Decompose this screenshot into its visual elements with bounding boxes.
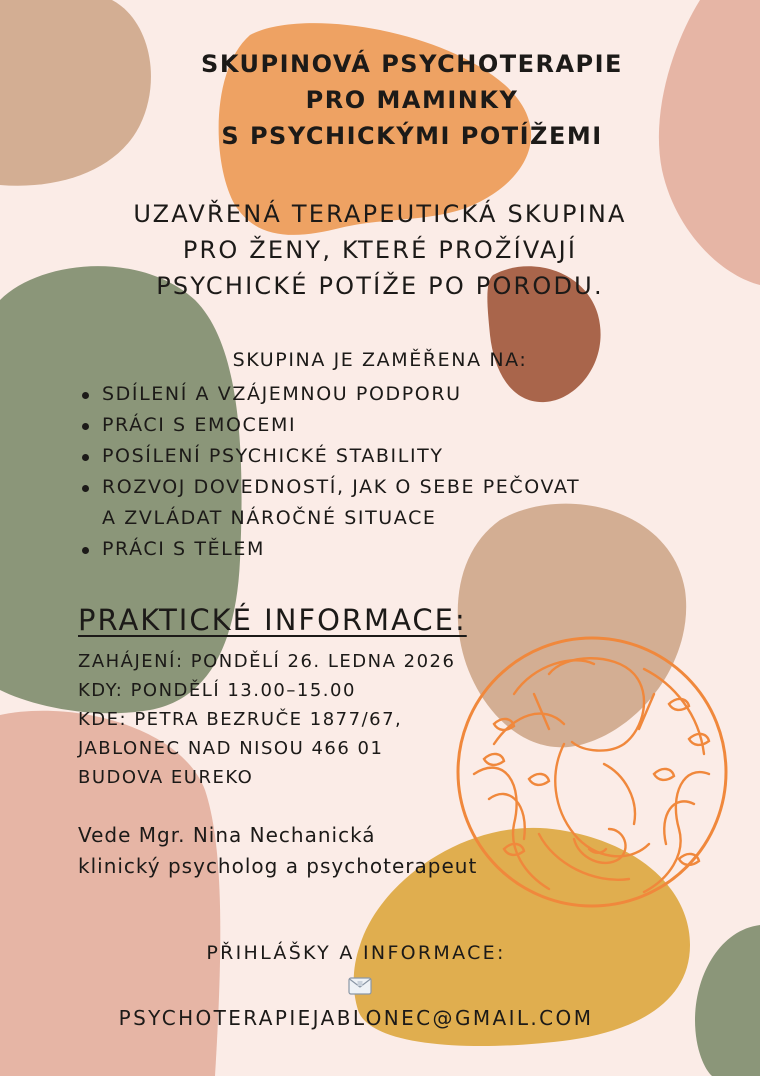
info-start: ZAHÁJENÍ: PONDĚLÍ 26. LEDNA 2026 — [78, 651, 456, 672]
leader-name: Vede Mgr. Nina Nechanická — [78, 823, 376, 847]
subtitle-line-2: PRO ŽENY, KTERÉ PROŽÍVAJÍ — [182, 236, 578, 264]
list-item: PRÁCI S EMOCEMI — [78, 410, 580, 441]
poster-title — [0, 46, 760, 154]
signup-heading: PŘIHLÁŠKY A INFORMACE: — [206, 942, 506, 964]
info-building: BUDOVA EUREKO — [78, 767, 254, 788]
title-line-3: S PSYCHICKÝMI POTÍŽEMI — [221, 122, 603, 150]
focus-list — [78, 379, 580, 565]
subtitle-line-3: PSYCHICKÉ POTÍŽE PO PORODU. — [156, 272, 604, 300]
info-city: JABLONEC NAD NISOU 466 01 — [78, 738, 384, 759]
practical-info — [78, 647, 455, 792]
focus-heading: SKUPINA JE ZAMĚŘENA NA: — [232, 349, 528, 371]
list-item: SDÍLENÍ A VZÁJEMNOU PODPORU — [78, 379, 580, 410]
practical-heading: PRAKTICKÉ INFORMACE: — [78, 603, 467, 637]
envelope-icon — [348, 976, 372, 996]
info-where: KDE: PETRA BEZRUČE 1877/67, — [78, 709, 403, 730]
contact-email-link[interactable]: PSYCHOTERAPIEJABLONEC@GMAIL.COM — [118, 1006, 594, 1030]
list-item: POSÍLENÍ PSYCHICKÉ STABILITY — [78, 441, 580, 472]
leader-info — [78, 820, 477, 882]
list-item-continuation: A ZVLÁDAT NÁROČNÉ SITUACE — [102, 507, 437, 529]
list-item: ROZVOJ DOVEDNOSTÍ, JAK O SEBE PEČOVAT — [78, 472, 580, 503]
mother-child-ornament-icon — [454, 634, 730, 910]
info-when: KDY: PONDĚLÍ 13.00–15.00 — [78, 680, 356, 701]
title-line-2: PRO MAMINKY — [305, 86, 519, 114]
list-item: PRÁCI S TĚLEM — [78, 534, 580, 565]
poster-subtitle — [0, 196, 760, 304]
subtitle-line-1: UZAVŘENÁ TERAPEUTICKÁ SKUPINA — [133, 200, 627, 228]
title-line-1: SKUPINOVÁ PSYCHOTERAPIE — [201, 50, 623, 78]
leader-title: klinický psycholog a psychoterapeut — [78, 854, 478, 878]
